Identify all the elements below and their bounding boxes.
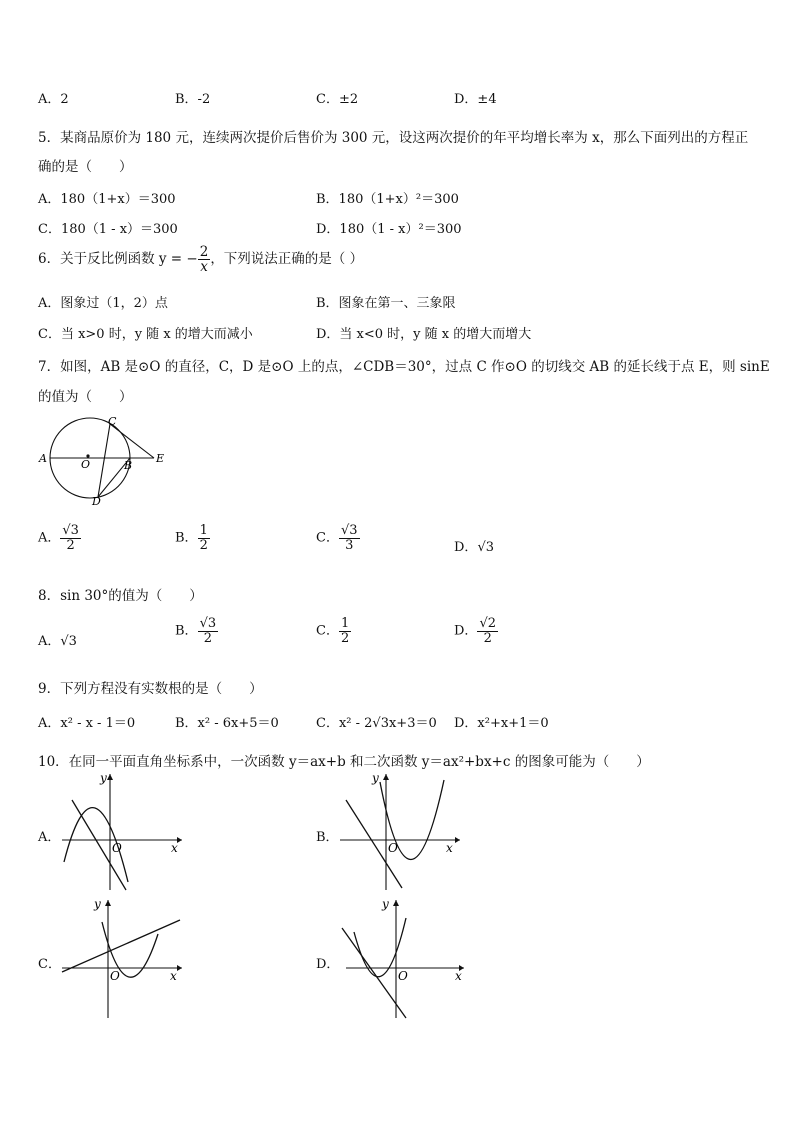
y-axis-label: y bbox=[94, 897, 101, 911]
q7-option-c-num: √3 bbox=[340, 523, 358, 538]
q7-tangent-ce bbox=[110, 424, 154, 458]
q8-option-b bbox=[175, 617, 218, 645]
q8-option-d-den: 2 bbox=[483, 630, 492, 646]
x-axis-label: x bbox=[455, 969, 462, 983]
q6-stem-pre: 6．关于反比例函数 y = − bbox=[38, 251, 198, 268]
q6-fraction bbox=[198, 245, 211, 274]
q8-stem: 8．sin 30°的值为（ ） bbox=[38, 588, 203, 604]
q7-option-c-den: 3 bbox=[345, 537, 354, 553]
q10-option-d-label: D． bbox=[316, 957, 340, 972]
y-axis-label: y bbox=[372, 771, 379, 785]
line bbox=[62, 920, 180, 972]
q9-option-c: C．x² - 2√3x+3＝0 bbox=[316, 716, 437, 731]
q7-label-d: D bbox=[92, 495, 101, 507]
q7-label-a: A bbox=[39, 452, 47, 465]
q10-graph-d bbox=[336, 896, 468, 1020]
y-axis-label: y bbox=[382, 897, 389, 911]
q6-option-d: D．当 x<0 时，y 随 x 的增大而增大 bbox=[316, 327, 532, 342]
q5-option-a: A．180（1+x）＝300 bbox=[38, 192, 176, 207]
q10-graph-c bbox=[58, 896, 186, 1020]
q9-option-a: A．x² - x - 1＝0 bbox=[38, 716, 136, 731]
q7-label-c: C bbox=[108, 415, 117, 428]
q10-option-a-label: A． bbox=[38, 830, 61, 845]
q7-option-b-den: 2 bbox=[199, 537, 208, 553]
q8-option-b-num: √3 bbox=[199, 616, 217, 631]
y-axis-label: y bbox=[100, 771, 107, 785]
q7-label-o: O bbox=[81, 458, 91, 471]
x-axis-arrow-icon bbox=[455, 837, 460, 843]
q7-option-a bbox=[38, 524, 81, 552]
q6-option-a: A．图象过（1，2）点 bbox=[38, 296, 168, 311]
q8-option-a-label: A． bbox=[38, 634, 61, 649]
origin-label: O bbox=[110, 969, 120, 983]
q6-frac-num: 2 bbox=[199, 244, 209, 260]
q8-option-a bbox=[38, 630, 77, 649]
y-axis-arrow-icon bbox=[383, 774, 389, 780]
q8-option-b-den: 2 bbox=[203, 630, 212, 646]
x-axis-label: x bbox=[170, 969, 177, 983]
q8-option-d-label: D． bbox=[454, 623, 478, 639]
q10-graph-b bbox=[336, 770, 464, 892]
y-axis-arrow-icon bbox=[393, 900, 399, 906]
x-axis-label: x bbox=[446, 841, 453, 855]
q7-option-d-value: √3 bbox=[477, 540, 494, 555]
q5-stem-line2: 确的是（ ） bbox=[38, 159, 133, 175]
q7-stem-line2: 的值为（ ） bbox=[38, 389, 133, 405]
q6-option-b: B．图象在第一、三象限 bbox=[316, 296, 456, 311]
q7-option-a-label: A． bbox=[38, 530, 61, 546]
q10-stem: 10．在同一平面直角坐标系中，一次函数 y＝ax+b 和二次函数 y＝ax²+bx+c 的图象可能为（ ） bbox=[38, 754, 650, 770]
q8-option-b-label: B． bbox=[175, 623, 198, 639]
q7-option-a-num: √3 bbox=[62, 523, 79, 538]
q8-option-d-num: √2 bbox=[479, 616, 496, 631]
q8-option-c-label: C． bbox=[316, 623, 339, 639]
q6-stem-post: ，下列说法正确的是（ ） bbox=[210, 251, 364, 268]
q8-option-d bbox=[454, 617, 498, 645]
q7-option-b-label: B． bbox=[175, 530, 198, 546]
q7-option-c-label: C． bbox=[316, 530, 339, 546]
q5-stem-line1: 5．某商品原价为 180 元，连续两次提价后售价为 300 元，设这两次提价的年平均增长率为 x，那么下面列出的方程正 bbox=[38, 130, 749, 146]
q9-stem: 9．下列方程没有实数根的是（ ） bbox=[38, 681, 263, 697]
q10-option-b-label: B． bbox=[316, 830, 339, 845]
q6-option-c: C．当 x>0 时，y 随 x 的增大而减小 bbox=[38, 327, 253, 342]
x-axis-arrow-icon bbox=[177, 965, 182, 971]
q10-graph-a bbox=[58, 770, 186, 892]
q8-option-c-den: 2 bbox=[340, 630, 350, 646]
q7-option-a-den: 2 bbox=[66, 537, 75, 553]
q10-option-c-label: C． bbox=[38, 957, 61, 972]
q4-option-d: D．±4 bbox=[454, 92, 497, 107]
q7-option-d bbox=[454, 536, 494, 555]
q7-option-c bbox=[316, 524, 360, 552]
q4-option-c: C．±2 bbox=[316, 92, 359, 107]
q4-option-a: A．2 bbox=[38, 92, 69, 107]
q4-option-b: B．-2 bbox=[175, 92, 211, 107]
q9-option-d: D．x²+x+1＝0 bbox=[454, 716, 549, 731]
q9-option-b: B．x² - 6x+5＝0 bbox=[175, 716, 279, 731]
q7-option-d-label: D． bbox=[454, 540, 478, 555]
origin-label: O bbox=[112, 841, 122, 855]
q7-stem-line1: 7．如图，AB 是⊙O 的直径，C，D 是⊙O 上的点，∠CDB＝30°，过点 C 作⊙O 的切线交 AB 的延长线于点 E，则 sinE bbox=[38, 359, 770, 375]
y-axis-arrow-icon bbox=[107, 774, 113, 780]
q7-option-b bbox=[175, 524, 210, 552]
q8-option-c-num: 1 bbox=[340, 616, 350, 631]
q5-option-c: C．180（1 - x）＝300 bbox=[38, 222, 178, 237]
origin-label: O bbox=[388, 841, 398, 855]
q7-circle-figure bbox=[36, 412, 171, 507]
q6-frac-den: x bbox=[200, 259, 208, 276]
x-axis-label: x bbox=[171, 841, 178, 855]
q6-stem bbox=[38, 245, 363, 274]
q8-option-a-value: √3 bbox=[60, 634, 77, 649]
origin-label: O bbox=[398, 969, 408, 983]
q5-option-d: D．180（1 - x）²＝300 bbox=[316, 222, 462, 237]
q7-option-b-num: 1 bbox=[199, 523, 208, 538]
q7-label-e: E bbox=[156, 452, 165, 465]
q5-option-b: B．180（1+x）²＝300 bbox=[316, 192, 459, 207]
q7-chord-cd bbox=[98, 424, 110, 497]
y-axis-arrow-icon bbox=[105, 900, 111, 906]
q7-label-b: B bbox=[124, 459, 133, 472]
q8-option-c bbox=[316, 617, 351, 645]
